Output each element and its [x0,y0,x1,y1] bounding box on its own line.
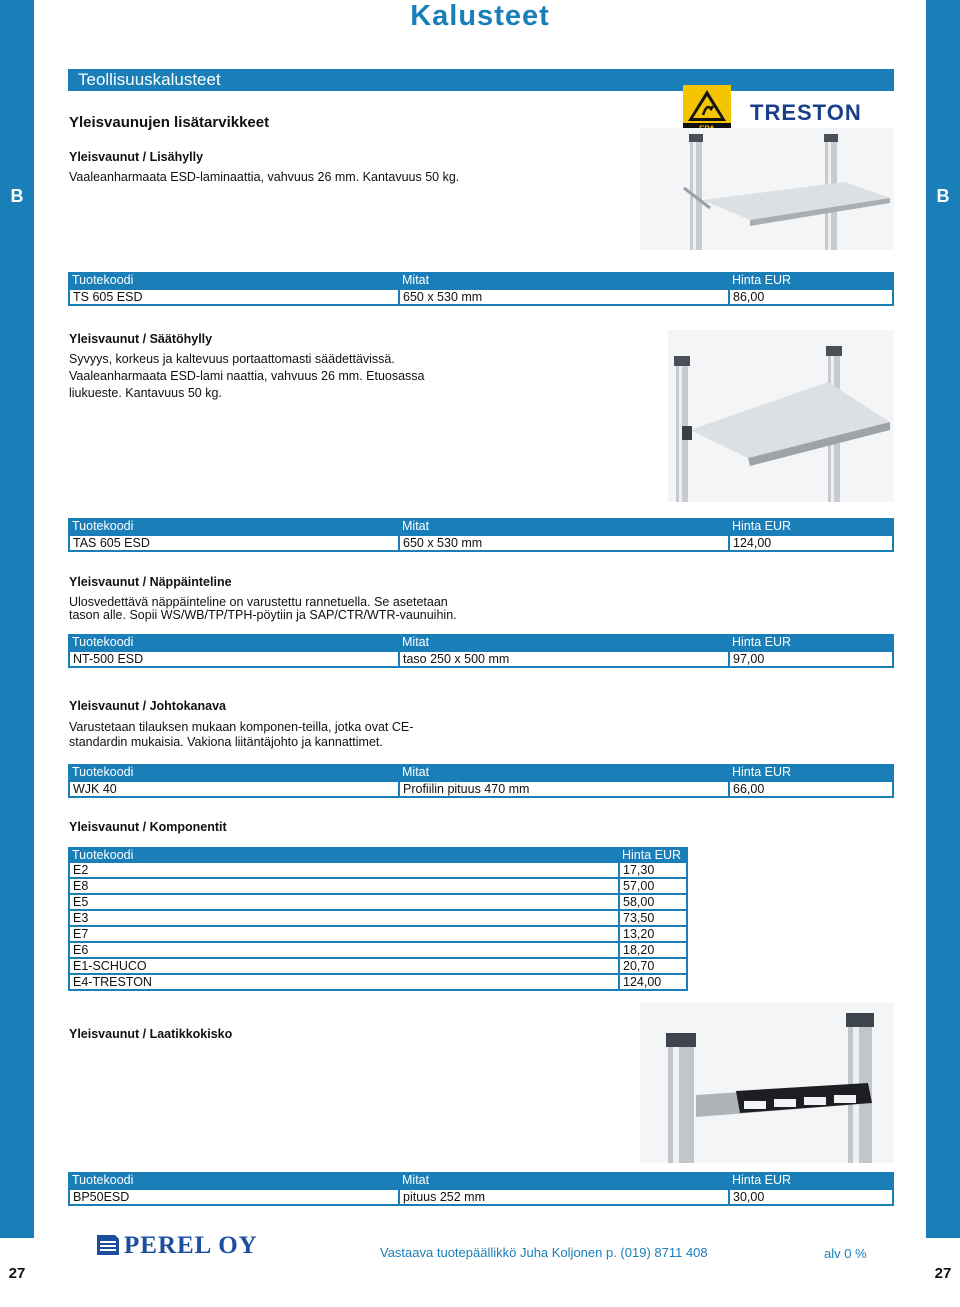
components-title: Yleisvaunut / Komponentit [69,820,227,834]
product-size: Profiilin pituus 470 mm [403,782,530,796]
product-description: Varustetaan tilauksen mukaan komponen-teilla, jotka ovat CE- standardin mukaisia. Vakiona liitäntäjohto ja kannattimet. [69,720,414,749]
perel-logo-icon [95,1233,121,1257]
perel-logo: PEREL OY [124,1232,258,1259]
header-size: Mitat [402,273,430,287]
adjustable-shelf-image [668,330,894,502]
product-code: BP50ESD [73,1190,130,1204]
product-description: Ulosvedettävä näppäinteline on varustettu rannetuella. Se asetetaan tason alle. Sopii WS/WB/TP/TPH-pöytiin ja SAP/CTR/WTR-vaunuihin. [69,595,457,622]
table-row: E3 73,50 [68,911,688,927]
product-table: Tuotekoodi Mitat Hinta EUR WJK 40 Profiilin pituus 470 mm 66,00 [68,764,894,798]
table-row: E4-TRESTON 124,00 [68,975,688,991]
table-row: E7 13,20 [68,927,688,943]
product-code: TAS 605 ESD [73,536,150,550]
box-title: Yleisvaunut / Laatikkokisko [69,1027,233,1041]
product-size: 650 x 530 mm [403,290,483,304]
table-row: E6 18,20 [68,943,688,959]
table-row: E8 57,00 [68,879,688,895]
page-number-left: 27 [8,1265,26,1282]
right-sidebar [926,0,960,1307]
product-code: NT-500 ESD [73,652,144,666]
product-title: Yleisvaunut / Säätöhylly [69,332,213,346]
header-price: Hinta EUR [732,273,792,287]
side-letter-left: B [10,186,24,206]
table-row [68,780,894,798]
product-size: taso 250 x 500 mm [403,652,510,666]
header-code: Tuotekoodi [72,273,134,287]
table-row [68,288,894,306]
product-table: Tuotekoodi Mitat Hinta EUR NT-500 ESD taso 250 x 500 mm 97,00 [68,634,894,668]
product-table [68,272,894,306]
product-size: pituus 252 mm [403,1190,485,1204]
product-price: 97,00 [733,652,765,666]
table-row [68,534,894,552]
page-title: Kalusteet [410,0,550,32]
left-sidebar [0,0,34,1307]
box-rail-image [640,1003,894,1163]
product-title: Yleisvaunut / Johtokanava [69,699,226,713]
product-title: Yleisvaunut / Näppäinteline [69,575,232,589]
footer-contact: Vastaava tuotepäällikkö Juha Koljonen p. (019) 8711 408 [380,1245,708,1260]
product-price: 86,00 [733,290,765,304]
product-table: Tuotekoodi Mitat Hinta EUR TAS 605 ESD 650 x 530 mm 124,00 [68,518,894,552]
product-title: Yleisvaunut / Lisähylly [69,150,204,164]
footer-vat: alv 0 % [824,1246,867,1261]
product-price: 66,00 [733,782,765,796]
table-row [68,650,894,668]
table-row [68,1188,894,1206]
section-title: Teollisuuskalusteet [78,70,221,89]
page-number-area-right [926,1238,960,1307]
page-number-right: 27 [934,1265,952,1282]
box-table: Tuotekoodi Mitat Hinta EUR BP50ESD pituus 252 mm 30,00 [68,1172,894,1206]
product-price: 124,00 [733,536,772,550]
product-description: Syvyys, korkeus ja kaltevuus portaattomasti säädettävissä. Vaaleanharmaata ESD-lami naattia, vahvuus 26 mm. Etuosassa liukueste. Kantavuus 50 kg. [69,352,425,400]
epa-esd-icon [683,85,731,133]
main-heading: Yleisvaunujen lisätarvikkeet [69,114,270,131]
treston-logo: TRESTON [750,100,862,125]
product-size: 650 x 530 mm [403,536,483,550]
table-row: E5 58,00 [68,895,688,911]
side-letter-right: B [936,186,950,206]
table-row: E2 17,30 [68,863,688,879]
page-number-area-left [0,1238,34,1307]
section-bar [68,69,894,91]
product-price: 30,00 [733,1190,765,1204]
product-description: Vaaleanharmaata ESD-laminaattia, vahvuus 26 mm. Kantavuus 50 kg. [69,170,460,184]
shelf-image [640,128,894,250]
components-table: Tuotekoodi Hinta EUR E2 17,30 E8 57,00 E5 58,00 E3 73,50 E7 13,20 E6 18,20 E1-SCHUCO 20,70 E4-TRESTON 124,00 [68,847,688,991]
product-code: WJK 40 [73,782,117,796]
product-code: TS 605 ESD [73,290,143,304]
table-row: E1-SCHUCO 20,70 [68,959,688,975]
